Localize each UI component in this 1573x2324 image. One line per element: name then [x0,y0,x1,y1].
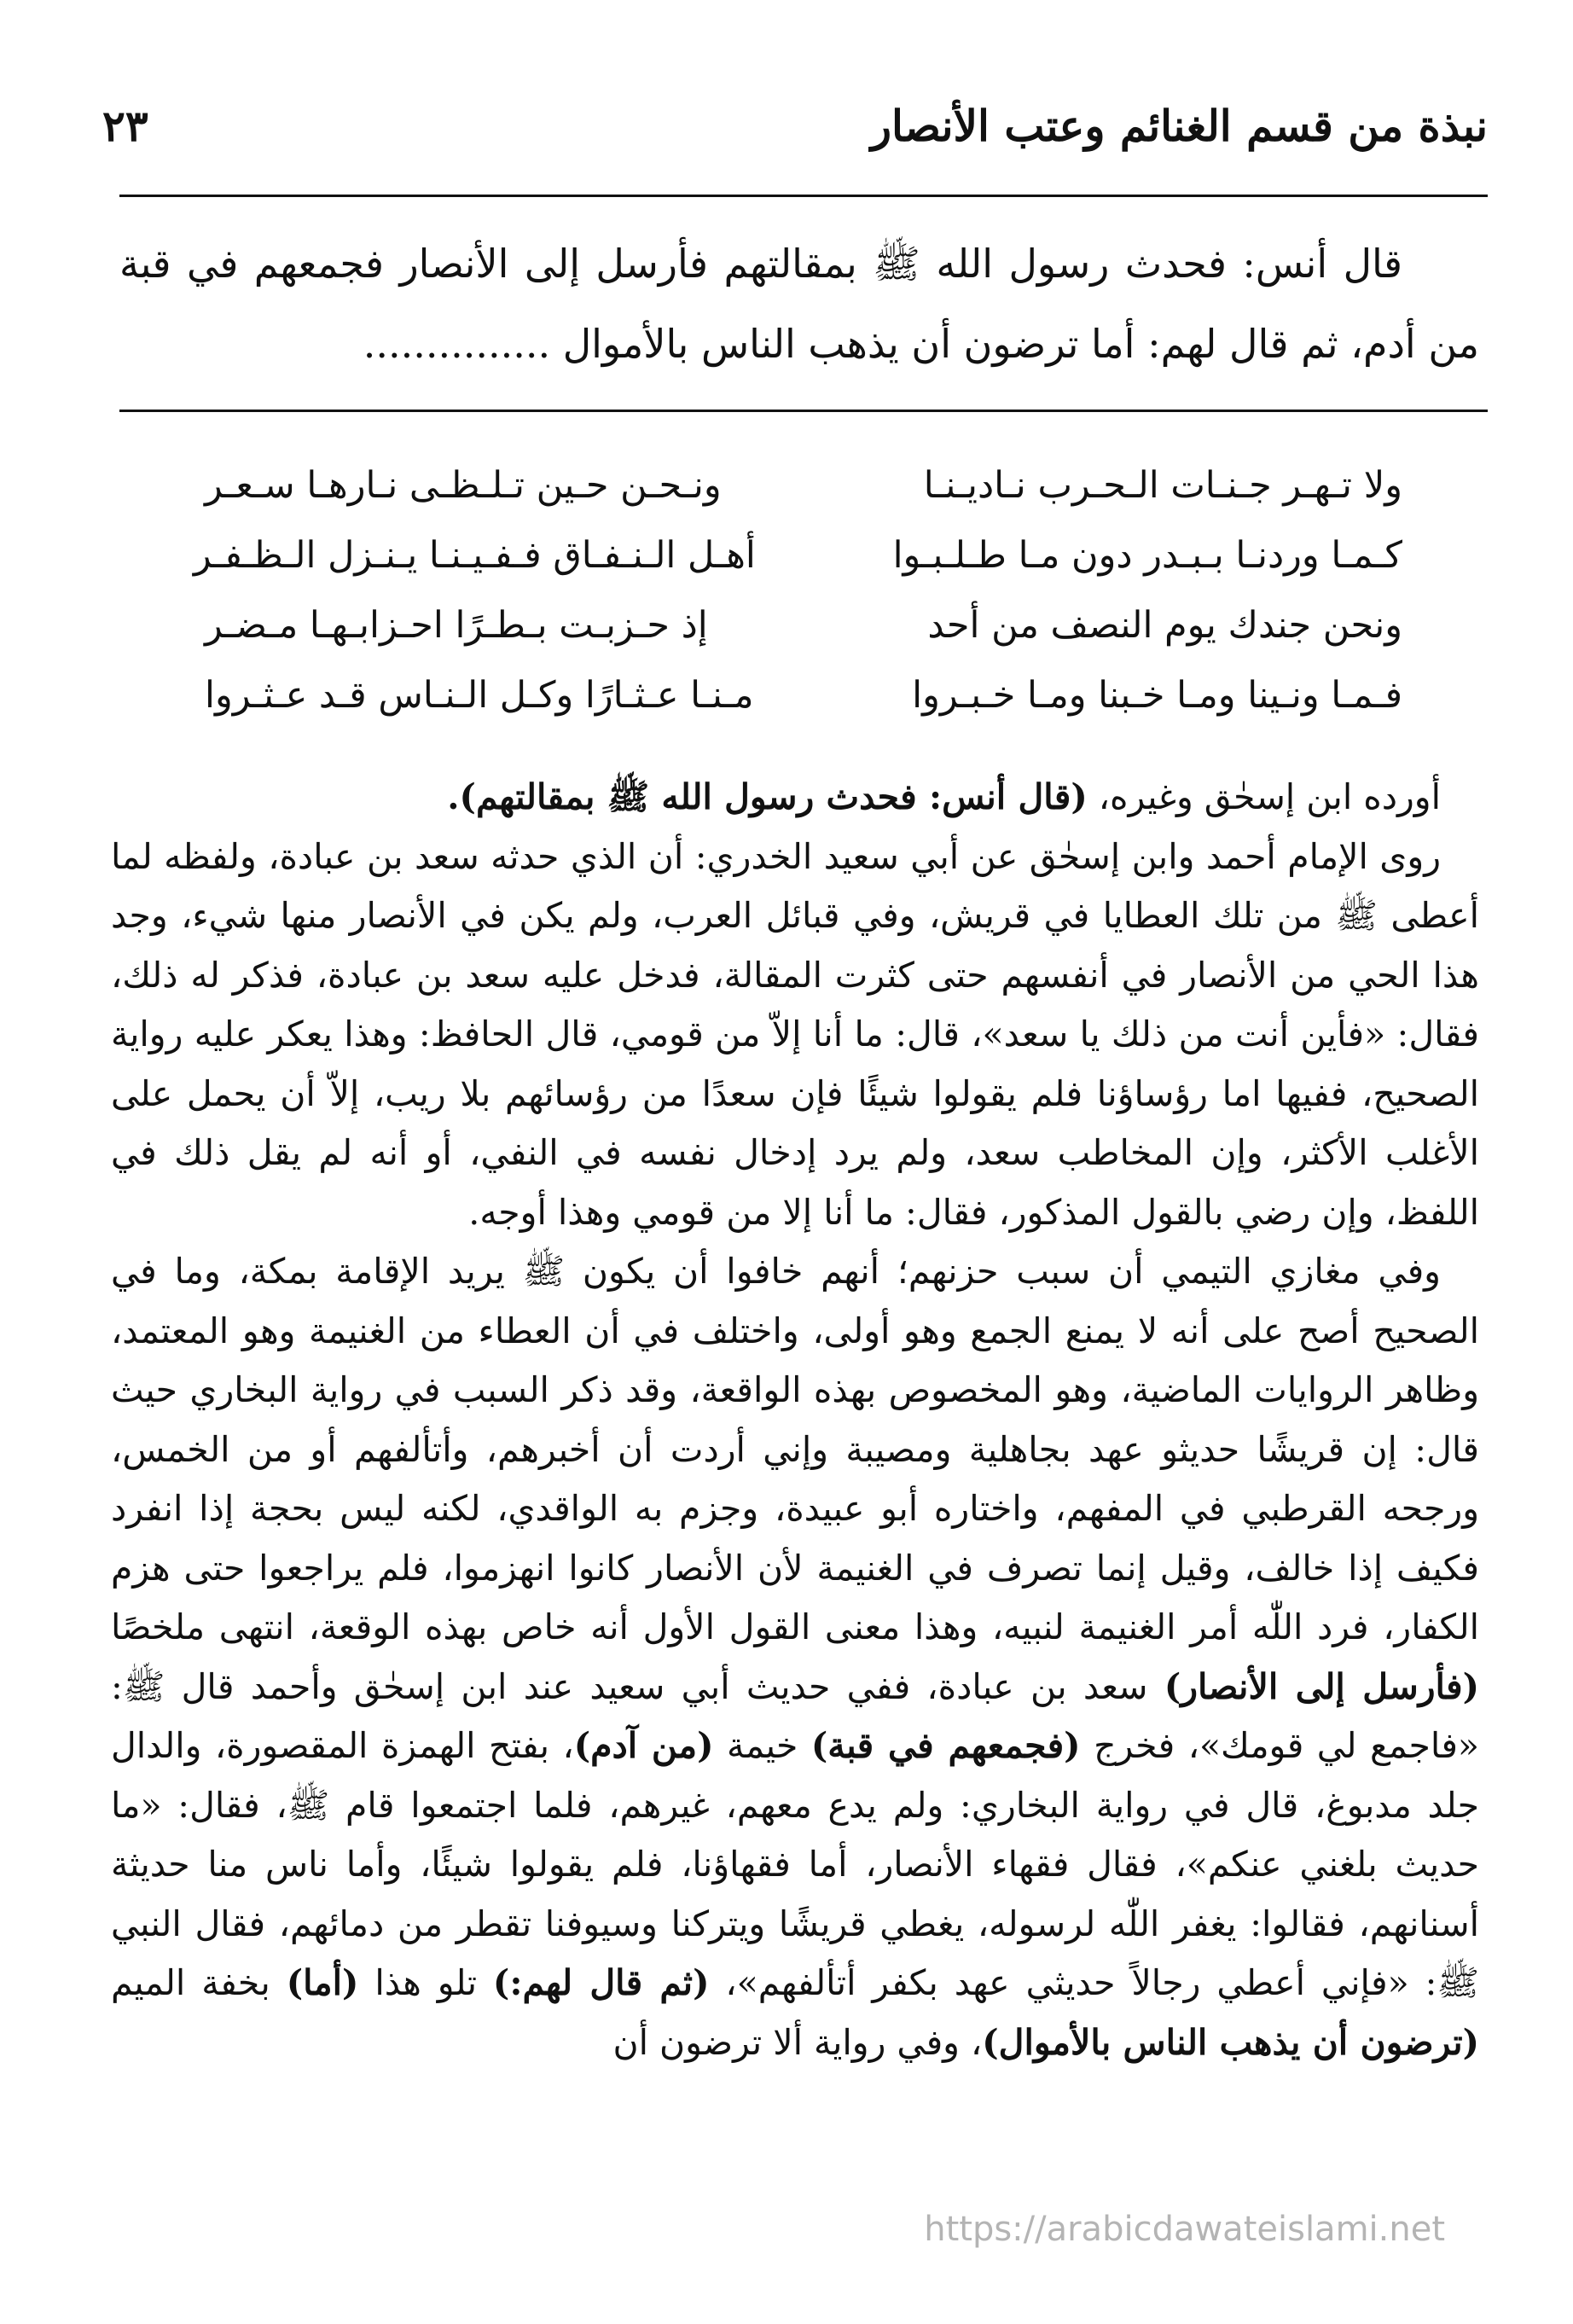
running-title: نبذة من قسم الغنائم وعتب الأنصار [870,101,1488,151]
source-line [111,768,1479,828]
poem [193,450,1402,730]
verse-second-hemistich: مـنـا عـثـارًا وكـل الـنـاس قـد عـثـروا [205,674,754,717]
page-number: ٢٣ [102,101,148,151]
poem-verse [205,590,1402,660]
quoted-phrase: (فأرسل إلى الأنصار) [1164,1665,1480,1707]
poem-verse [193,520,1402,590]
commentary-paragraph [111,1242,1479,2072]
poem-verse [205,450,1402,520]
watermark-url: https://arabicdawateislami.net [924,2210,1445,2249]
header-rule [119,195,1488,197]
quoted-phrase: (ثم قال لهم:) [492,1962,710,2003]
commentary [111,768,1479,2072]
paragraph-text: خيمة [713,1725,811,1766]
quoted-phrase: (من آدم) [573,1725,714,1766]
quoted-phrase: (فجمعهم في قبة) [810,1725,1081,1766]
paragraph-text: تلو هذا [358,1962,493,2003]
hadith-text-box [119,224,1479,384]
paragraph-text: سعد بن عبادة، ففي حديث أبي سعيد عند ابن إسحٰق وأحمد قال ﷺ: «فاجمع لي قومك»، فخرج [111,1665,1480,1766]
source-quote: (قال أنس: فحدث رسول الله ﷺ بمقالتهم). [447,776,1088,817]
verse-first-hemistich: فـمـا ونـينا ومـا خـبنا ومـا خـبـروا [912,674,1402,717]
paragraph-text: بخفة الميم [111,1962,287,2003]
paragraph-text: ، بفتح الهمزة المقصورة، والدال جلد مدبوغ، قال في رواية البخاري: ولم يدع معهم، غيرهم، فلما اجتمعوا قام ﷺ، فقال: «ما حديث بلغني عنكم»، فقال فقهاء الأنصار، أما فقهاؤنا، فلم يقولوا شيئًا، وأما ناس منا حديثة أسنانهم، فقالوا: يغفر اللّٰه لرسوله، يغطي قريشًا ويتركنا وسيوفنا تقطر من دمائهم، فقال النبي ﷺ: «فإني أعطي رجالاً حديثي عهد بكفر أتألفهم»، [111,1725,1479,2003]
page-header [102,101,1488,169]
text-separator-rule [119,410,1488,412]
source-prefix: أورده ابن إسحٰق وغيره، [1087,776,1441,817]
paragraph-text: وفي مغازي التيمي أن سبب حزنهم؛ أنهم خافوا أن يكون ﷺ يريد الإقامة بمكة، وما في الصحيح أصح على أنه لا يمنع الجمع وهو أولى، واختلف في أن العطاء من الغنيمة وهو المعتمد، وظاهر الروايات الماضية، وهو المخصوص بهذه الواقعة، وقد ذكر السبب في رواية البخاري حيث قال: إن قريشًا حديثو عهد بجاهلية ومصيبة وإني أردت أن أخبرهم، وأتألفهم أو من الخمس، ورجحه القرطبي في المفهم، واختاره أبو عبيدة، وجزم به الواقدي، لكنه ليس بحجة إذا انفرد فكيف إذا خالف، وقيل إنما تصرف في الغنيمة لأن الأنصار كانوا انهزموا، فلم يراجعوا حتى هزم الكفار، فرد اللّٰه أمر الغنيمة لنبيه، وهذا معنى القول الأول أنه خاص بهذه الوقعة، انتهى ملخصًا [111,1251,1479,1647]
paragraph-text: ، وفي رواية ألا ترضون أن [612,2021,983,2063]
poem-verse [205,660,1402,730]
verse-second-hemistich: أهـل الـنـفـاق فـفـيـنـا يـنـزل الـظـفـر [193,534,756,577]
verse-first-hemistich: ونحن جندك يوم النصف من أحد [927,604,1402,647]
commentary-paragraph: روى الإمام أحمد وابن إسحٰق عن أبي سعيد الخدري: أن الذي حدثه سعد بن عبادة، ولفظه لما أعطى ﷺ من تلك العطايا في قريش، وفي قبائل العرب، ولم يكن في الأنصار منها شيء، وجد هذا الحي من الأنصار في أنفسهم حتى كثرت المقالة، فدخل عليه سعد بن عبادة، فذكر له ذلك، فقال: «فأين أنت من ذلك يا سعد»، قال: ما أنا إلاّ من قومي، قال الحافظ: وهذا يعكر عليه رواية الصحيح، ففيها اما رؤساؤنا فلم يقولوا شيئًا فإن سعدًا من رؤسائهم بلا ريب، إلاّ أن يحمل على الأغلب الأكثر، وإن المخاطب سعد، ولم يرد إدخال نفسه في النفي، أو أنه لم يقل ذلك في اللفظ، وإن رضي بالقول المذكور، فقال: ما أنا إلا من قومي وهذا أوجه. [111,835,1479,1233]
quoted-phrase: (أما) [286,1962,359,2003]
verse-first-hemistich: ولا تـهـر جـنـات الـحـرب نـاديـنـا [923,464,1402,507]
quoted-phrase: (ترضون أن يذهب الناس بالأموال) [982,2021,1479,2063]
verse-second-hemistich: إذ حـزبـت بـطـرًا احـزابـهـا مـضـر [205,604,708,647]
hadith-text: قال أنس: فحدث رسول الله ﷺ بمقالتهم فأرسل إلى الأنصار فجمعهم في قبة من أدم، ثم قال لهم: أما ترضون أن يذهب الناس بالأموال ............... [119,241,1479,367]
verse-second-hemistich: ونـحـن حـين تـلـظـى نـارهـا سـعـر [205,464,722,507]
verse-first-hemistich: كـمـا وردنـا بـبـدر دون مـا طـلـبـوا [892,534,1402,577]
